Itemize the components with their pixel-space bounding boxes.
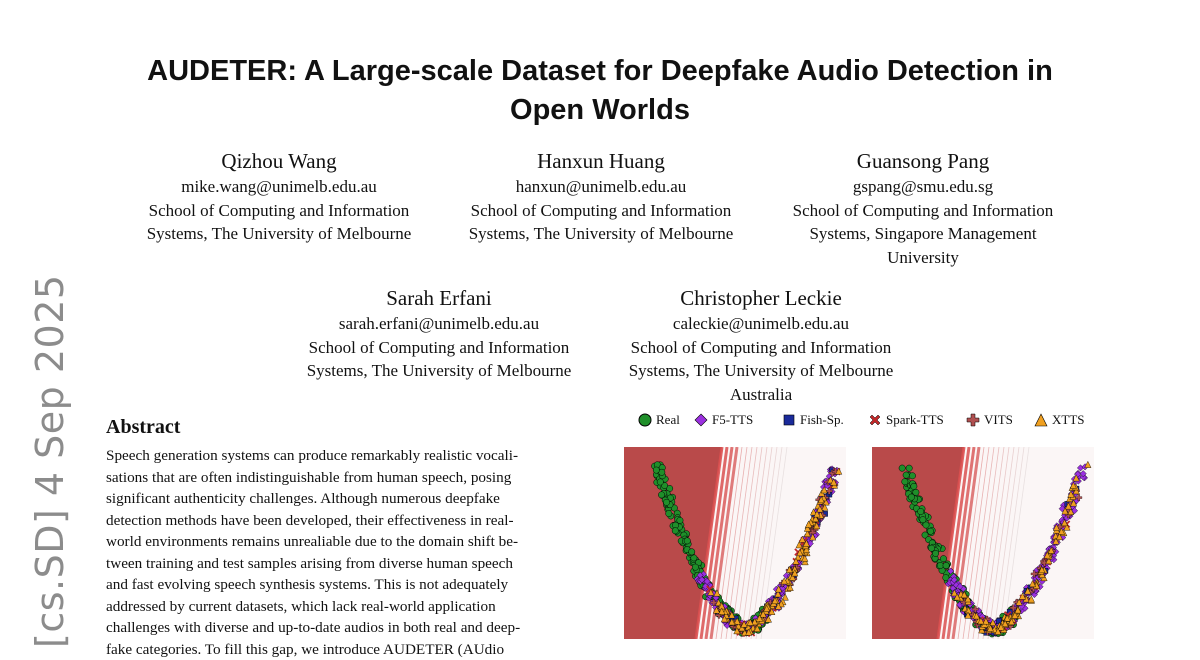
- scatter-point: [920, 516, 926, 522]
- scatter-point: [689, 549, 695, 555]
- abstract-line: fake categories. To fill this gap, we introduce AUDETER (AUdio: [106, 639, 581, 660]
- abstract-line: sations that are often indistinguishable from human speech, posing: [106, 467, 581, 489]
- author-name: Guansong Pang: [762, 148, 1084, 175]
- scatter-point: [657, 479, 663, 485]
- legend-item: [868, 412, 944, 428]
- abstract-line: world environments remains unrealiable due to the domain shift be-: [106, 531, 581, 553]
- author-affiliation: School of Computing and Information: [600, 336, 922, 360]
- paper-title: [0, 52, 1200, 130]
- legend-label: VITS: [984, 412, 1013, 428]
- figure-legend: [636, 412, 1096, 432]
- abstract-line: significant authenticity challenges. Although numerous deepfake: [106, 488, 581, 510]
- scatter-point: [927, 528, 933, 534]
- scatter-point: [666, 510, 672, 516]
- legend-item: [782, 412, 844, 428]
- author-name: Sarah Erfani: [278, 285, 600, 312]
- scatter-point: [903, 472, 909, 478]
- legend-item: [1034, 412, 1085, 428]
- arxiv-side-stamp: [cs.SD] 4 Sep 2025: [28, 274, 72, 648]
- scatter-plot-panel-2: [872, 447, 1094, 639]
- scatter-point: [906, 465, 912, 471]
- author-affiliation: Systems, The University of Melbourne: [118, 222, 440, 246]
- abstract-heading: Abstract: [106, 416, 180, 439]
- author-block: [762, 148, 1084, 269]
- author-affiliation: School of Computing and Information: [278, 336, 600, 360]
- author-block: [118, 148, 440, 246]
- author-affiliation: School of Computing and Information: [440, 199, 762, 223]
- author-affiliation: Systems, The University of Melbourne: [600, 359, 922, 383]
- scatter-plot-panel-1: [624, 447, 846, 639]
- scatter-point: [917, 508, 923, 514]
- legend-label: XTTS: [1052, 412, 1085, 428]
- abstract-line: tween training and test samples arising from diverse human speech: [106, 553, 581, 575]
- legend-item: [694, 412, 753, 428]
- author-name: Christopher Leckie: [600, 285, 922, 312]
- scatter-point: [940, 555, 946, 561]
- scatter-point: [899, 465, 905, 471]
- scatter-point: [909, 473, 915, 479]
- x-marker-icon: [868, 413, 882, 427]
- abstract-body: [106, 445, 581, 660]
- legend-label: F5-TTS: [712, 412, 753, 428]
- circle-marker-icon: [638, 413, 652, 427]
- author-block: [278, 285, 600, 383]
- author-email[interactable]: mike.wang@unimelb.edu.au: [118, 175, 440, 199]
- legend-label: Spark-TTS: [886, 412, 944, 428]
- scatter-point: [902, 479, 908, 485]
- abstract-line: challenges with diverse and up-to-date audios in both real and deep-: [106, 617, 581, 639]
- scatter-point: [943, 562, 949, 568]
- scatter-point: [684, 538, 690, 544]
- author-affiliation: Systems, Singapore Management: [762, 222, 1084, 246]
- scatter-point: [692, 564, 698, 570]
- author-affiliation: University: [762, 246, 1084, 270]
- scatter-point: [663, 499, 669, 505]
- author-block: [440, 148, 762, 246]
- abstract-line: Speech generation systems can produce remarkably realistic vocali-: [106, 445, 581, 467]
- scatter-point: [932, 550, 938, 556]
- square-marker-icon: [782, 413, 796, 427]
- scatter-point: [653, 467, 659, 473]
- triangle-marker-icon: [1034, 413, 1048, 427]
- legend-item: [638, 412, 680, 428]
- author-affiliation: Systems, The University of Melbourne: [278, 359, 600, 383]
- abstract-line: addressed by current datasets, which lack real-world application: [106, 596, 581, 618]
- author-affiliation: Australia: [600, 383, 922, 407]
- scatter-point: [937, 562, 943, 568]
- abstract-line: detection methods have been developed, their effectiveness in real-: [106, 510, 581, 532]
- author-email[interactable]: sarah.erfani@unimelb.edu.au: [278, 312, 600, 336]
- author-affiliation: School of Computing and Information: [118, 199, 440, 223]
- plus-marker-icon: [966, 413, 980, 427]
- legend-label: Real: [656, 412, 680, 428]
- scatter-point: [908, 494, 914, 500]
- author-name: Qizhou Wang: [118, 148, 440, 175]
- author-email[interactable]: caleckie@unimelb.edu.au: [600, 312, 922, 336]
- title-line-1: AUDETER: A Large-scale Dataset for Deepfake Audio Detection in: [0, 52, 1200, 91]
- scatter-point: [928, 545, 934, 551]
- legend-item: [966, 412, 1013, 428]
- author-name: Hanxun Huang: [440, 148, 762, 175]
- diamond-marker-icon: [694, 413, 708, 427]
- scatter-point: [677, 517, 683, 523]
- scatter-point: [672, 528, 678, 534]
- author-affiliation: Systems, The University of Melbourne: [440, 222, 762, 246]
- author-affiliation: School of Computing and Information: [762, 199, 1084, 223]
- author-email[interactable]: hanxun@unimelb.edu.au: [440, 175, 762, 199]
- abstract-line: and fast evolving speech synthesis systems. This is not adequately: [106, 574, 581, 596]
- scatter-point: [658, 492, 664, 498]
- scatter-point: [911, 483, 917, 489]
- author-block: [600, 285, 922, 406]
- legend-label: Fish-Sp.: [800, 412, 844, 428]
- title-line-2: Open Worlds: [0, 91, 1200, 130]
- author-email[interactable]: gspang@smu.edu.sg: [762, 175, 1084, 199]
